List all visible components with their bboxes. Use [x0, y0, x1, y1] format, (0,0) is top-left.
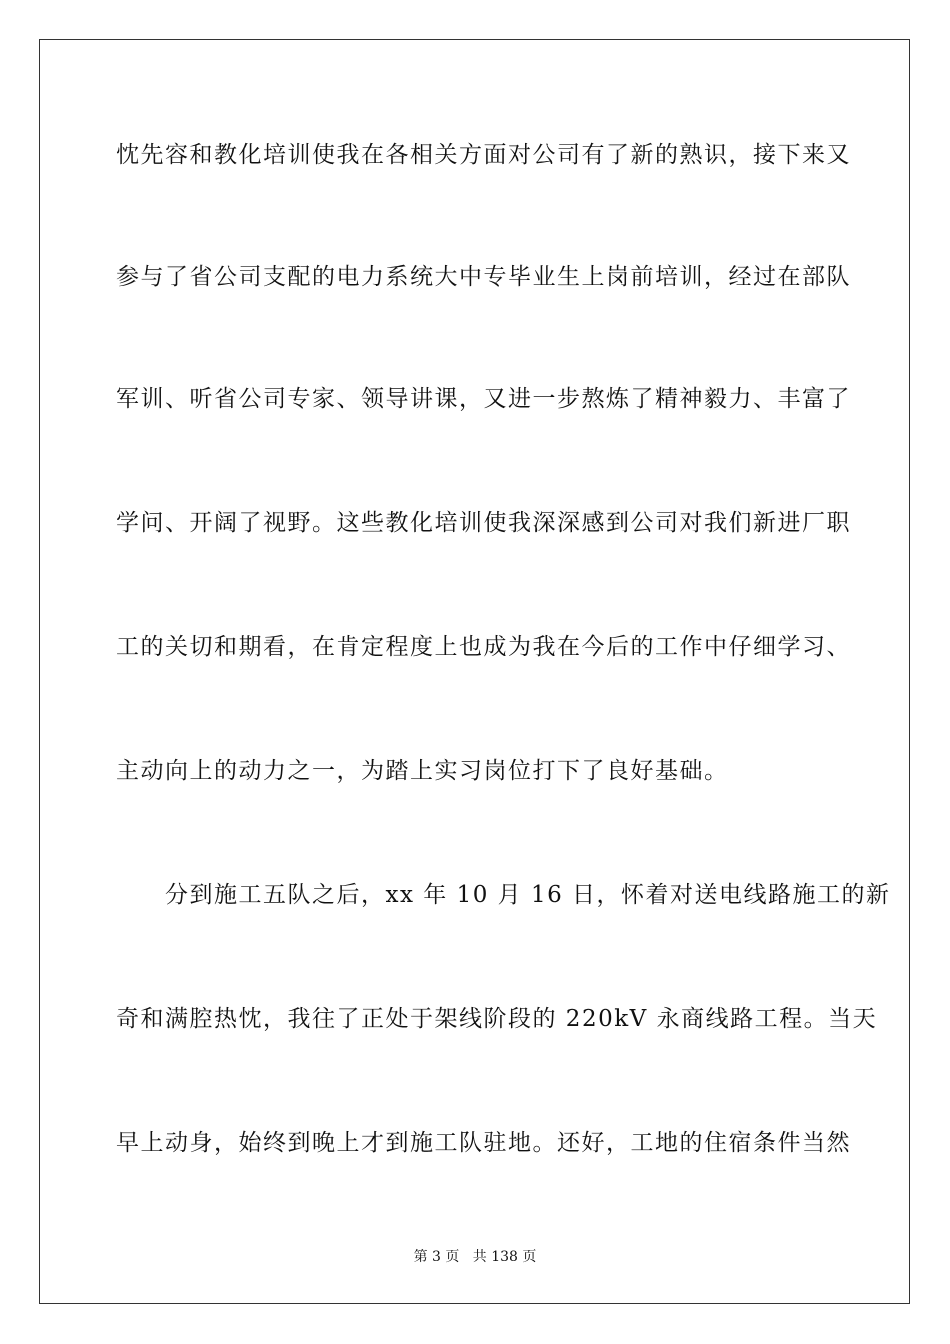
text-line: 学问、开阔了视野。这些教化培训使我深深感到公司对我们新进厂职: [116, 510, 851, 536]
page-total: 共 138 页: [472, 1249, 537, 1265]
page-number: 第 3 页: [413, 1249, 460, 1265]
page-frame: [39, 39, 910, 1304]
text-line: 参与了省公司支配的电力系统大中专毕业生上岗前培训，经过在部队: [116, 264, 851, 290]
text-line: 奇和满腔热忱，我往了正处于架线阶段的 220kV 永商线路工程。当天: [116, 1006, 878, 1032]
text-line: 早上动身，始终到晚上才到施工队驻地。还好，工地的住宿条件当然: [116, 1130, 851, 1156]
text-line: 工的关切和期看，在肯定程度上也成为我在今后的工作中仔细学习、: [116, 634, 851, 660]
text-line: 军训、听省公司专家、领导讲课，又进一步熬炼了精神毅力、丰富了: [116, 386, 851, 412]
text-line: 分到施工五队之后，xx 年 10 月 16 日，怀着对送电线路施工的新: [116, 882, 891, 908]
page-footer: [0, 1248, 950, 1266]
text-line: 主动向上的动力之一，为踏上实习岗位打下了良好基础。: [116, 758, 729, 784]
text-line: 忱先容和教化培训使我在各相关方面对公司有了新的熟识，接下来又: [116, 142, 851, 168]
